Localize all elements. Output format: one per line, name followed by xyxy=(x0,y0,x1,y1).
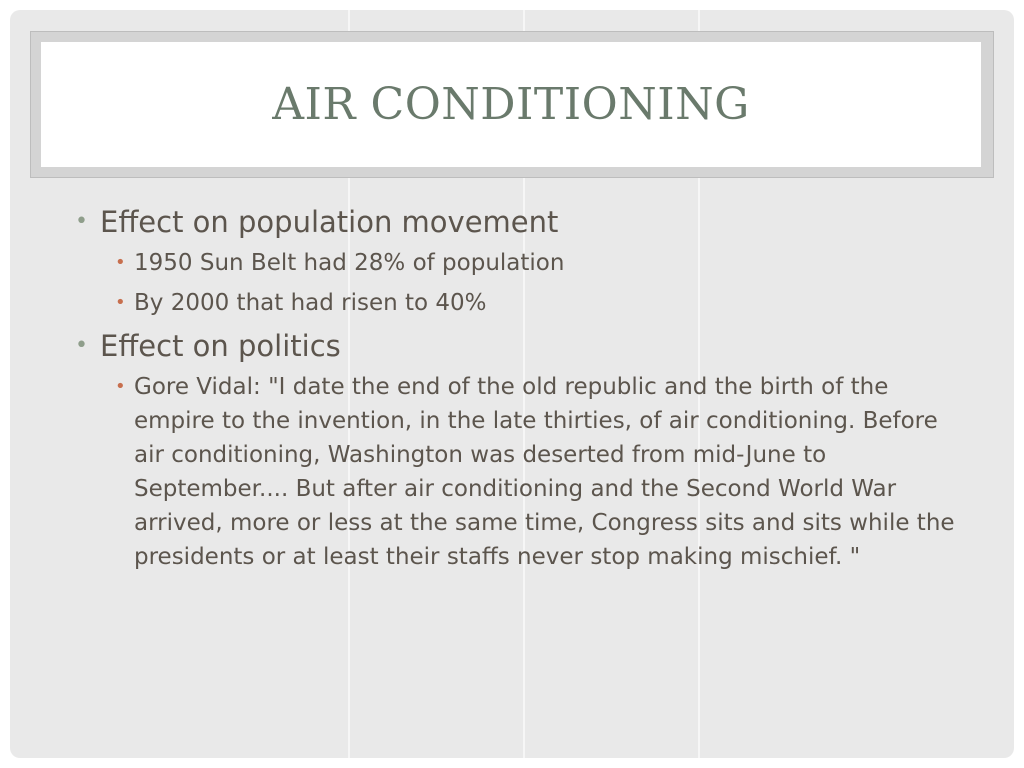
slide-title: AIR CONDITIONING xyxy=(272,79,750,130)
bullet-dot-icon: • xyxy=(75,209,88,234)
bullet-dot-icon: • xyxy=(115,292,126,313)
title-frame xyxy=(30,31,994,178)
bullet-level2 xyxy=(70,370,960,574)
bullet-text: Effect on population movement xyxy=(100,205,559,239)
slide-content xyxy=(70,202,960,580)
bullet-text: Effect on politics xyxy=(100,329,341,363)
slide xyxy=(10,10,1014,758)
bullet-level1 xyxy=(70,202,960,242)
bullet-dot-icon: • xyxy=(115,252,126,273)
bullet-dot-icon: • xyxy=(115,376,126,397)
bullet-level2 xyxy=(70,286,960,320)
bullet-text: 1950 Sun Belt had 28% of population xyxy=(134,250,565,276)
bullet-level1 xyxy=(70,326,960,366)
quote-text: Gore Vidal: "I date the end of the old republic and the birth of the empire to the invention, in the late thirties, of air conditioning. Before air conditioning, Washington was deserted from mid-June to September.... But after air conditioning and the Second World War arrived, more or less at the same time, Congress sits and sits while the presidents or at least their staffs never stop making mischief. " xyxy=(134,374,955,570)
bullet-level2 xyxy=(70,246,960,280)
title-box xyxy=(41,42,981,167)
bullet-dot-icon: • xyxy=(75,333,88,358)
bullet-text: By 2000 that had risen to 40% xyxy=(134,290,487,316)
